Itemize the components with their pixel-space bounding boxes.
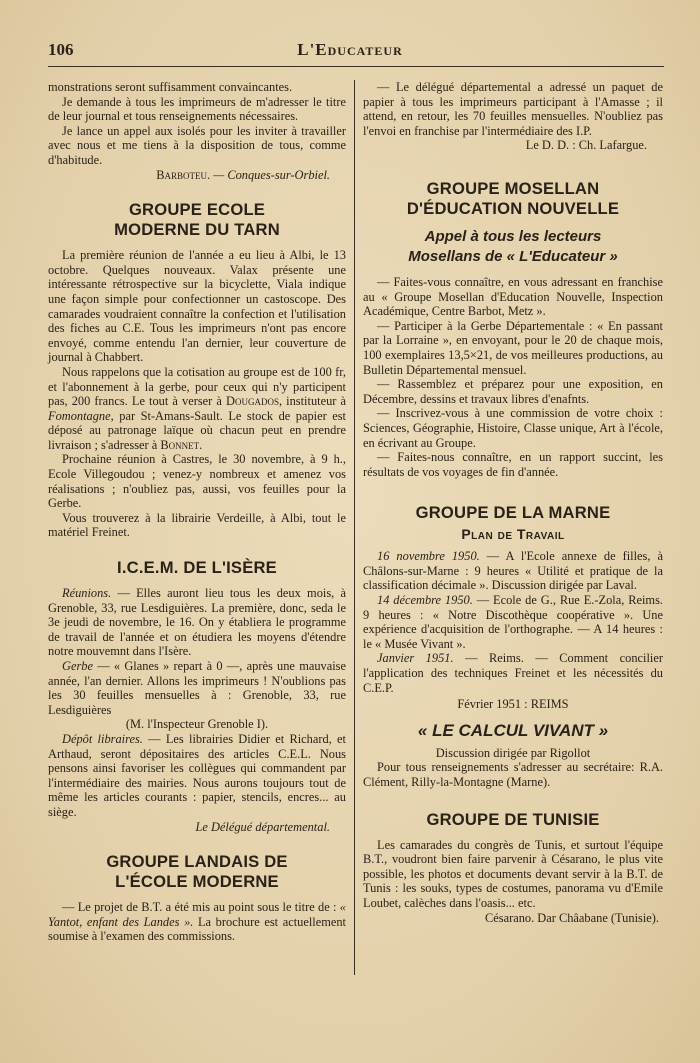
lafargue-signature: Le D. D. : Ch. Lafargue. (525, 138, 647, 153)
isere-label: Dépôt libraires. (62, 731, 143, 746)
section-heading-marne: GROUPE DE LA MARNE (415, 503, 611, 523)
isere-paragraph (48, 659, 346, 717)
marne-date: 16 novembre 1950. (377, 549, 480, 564)
marne-item (363, 593, 663, 651)
running-title: L'Educateur (297, 40, 403, 59)
marne-discussion: Discussion dirigée par Rigollot (435, 745, 591, 760)
tunisie-signature: Césarano. Dar Châabane (Tunisie). (485, 910, 659, 925)
tarn-paragraph: Vous trouverez à la librairie Verdeille, à Albi, tout le matériel Freinet. (48, 510, 346, 540)
marne-info: Pour tous renseignements s'adresser au secrétaire: R.A. Clément, Rilly-la-Montagne (Marne). (363, 760, 663, 789)
moselle-item: — Faites-vous connaître, en vous adressant en franchise au « Groupe Mosellan d'Education Nouvelle, Inspection Académique, Centre Barbot, Metz ». (363, 274, 663, 319)
isere-text: — Les librairies Didier et Richard, et Arthaud, seront dépositaires des articles C.E.L. Nous pensons ainsi favoriser les collègues qui commandent par l'intermédiaire des mairies. Nous aurons toujours tout de même les articles courants : papier, stencils, encres... au siège. (48, 731, 346, 819)
isere-paragraph (48, 586, 346, 659)
section-heading-moselle: GROUPE MOSELLAN D'ÉDUCATION NOUVELLE (406, 178, 620, 218)
tarn-name: Dougados (226, 394, 279, 409)
tunisie-paragraph: Les camarades du congrès de Tunis, et surtout l'équipe B.T., voudront bien faire parvenir à Césarano, le plus vite possible, les photos et documents devant servir à la B.T. de Tunis : les souks, types de costumes, panorama vu d'Emile Loubet, calèches dans l'oasis... etc. (363, 837, 663, 910)
left-column (48, 80, 346, 944)
tarn-name: Bonnet (160, 437, 200, 452)
header-rule (48, 66, 664, 67)
signature-place: — Conques-sur-Orbiel. (213, 167, 330, 182)
signature-name: Barboteu. (156, 167, 211, 182)
landes-paragraph (48, 900, 346, 944)
section-heading-tunisie: GROUPE DE TUNISIE (426, 809, 600, 829)
isere-address: (M. l'Inspecteur Grenoble I). (125, 717, 269, 732)
right-column (363, 80, 663, 925)
isere-text: — « Glanes » repart à 0 —, après une mauvaise année, l'an dernier. Allons les imprimeurs ! N'oublions pas les 30 feuilles mensuelles à : Grenoble, 33, rue Lesdiguières (48, 659, 346, 717)
section-heading-landes: GROUPE LANDAIS DE L'ÉCOLE MODERNE (106, 852, 288, 892)
marne-item (363, 549, 663, 593)
marne-text: — A l'Ecole annexe de filles, à Châlons-sur-Marne : 9 heures « Utilité et pratique de la classification décimale ». Discussion dirigée par Laval. (363, 549, 664, 593)
intro-paragraph: monstrations seront suffisamment convaincantes. (48, 80, 293, 94)
tarn-place: Fomontagne (48, 408, 111, 423)
marne-date: 14 décembre 1950. (377, 593, 473, 608)
tarn-text: Nous rappelons que la cotisation au groupe est de 100 fr, et l'abonnement à la gerbe, pour ceux qui n'y participent pas, 200 francs. Le tout à verser à (48, 364, 346, 409)
landes-text: La brochure est actuellement soumise à l'examen des commissions. (48, 914, 346, 944)
marne-text: — Reims. — Comment concilier l'application des techniques Freinet et les nécessités du C.E.P. (363, 651, 664, 695)
column-divider (354, 80, 355, 975)
isere-label: Réunions. (62, 586, 112, 601)
moselle-item: — Inscrivez-vous à une commission de votre choix : Sciences, Géographie, Histoire, Classe unique, Art à l'école, en écrivant au Groupe. (363, 406, 663, 450)
marne-date: Janvier 1951. (377, 651, 454, 666)
isere-signature-text: Le Délégué départemental. (195, 819, 330, 834)
intro-signature (48, 168, 330, 183)
marne-subtitle: Plan de Travail (461, 526, 565, 543)
moselle-item: — Rassemblez et préparez pour une exposition, en Décembre, dessins et travaux libres d'enafnts. (363, 377, 663, 406)
marne-item (363, 651, 663, 695)
moselle-item: — Faites-nous connaître, en un rapport succint, les résultats de vos voyages de fin d'année. (363, 450, 663, 479)
isere-label: Gerbe (62, 659, 93, 673)
marne-february: Février 1951 : REIMS (457, 697, 569, 712)
intro-paragraph: Je demande à tous les imprimeurs de m'adresser le titre de leur journal et tous renseignements nécessaires. (48, 94, 346, 124)
isere-text: — Elles auront lieu tous les deux mois, à Grenoble, 33, rue Lesdiguières. La première, donc, seda le 3e jeudi de novembre, le 16. On y établiera le programme de travail de l'année et on étudiera les moyens d'étendre notre mouvemnt dans l'Isère. (48, 586, 346, 659)
tarn-paragraph (48, 365, 346, 453)
moselle-subtitle: Appel à tous les lecteurs Mosellans de « L'Educateur » (408, 227, 618, 265)
landes-text: — Le projet de B.T. a été mis au point sous le titre de : (62, 900, 340, 915)
marne-calcul-vivant: « LE CALCUL VIVANT » (417, 720, 609, 740)
isere-paragraph (48, 732, 346, 820)
tarn-paragraph: Prochaine réunion à Castres, le 30 novembre, à 9 h., Ecole Villegoudou ; venez-y nombreux et amenez vos réalisations ; n'oubliez pas, aussi, vos feuilles pour la Gerbe. (48, 452, 346, 511)
section-heading-tarn: GROUPE ECOLE MODERNE DU TARN (114, 200, 280, 240)
section-heading-isere: I.C.E.M. DE L'ISÈRE (117, 558, 277, 578)
tarn-paragraph: La première réunion de l'année a eu lieu à Albi, le 13 octobre. Quelques nouveaux. Valax présente une intéressante rétrospective sur la bicyclette, Viala indique une façon simple pour confectionner un castoscope. Des camarades voudraient connaître la confection et l'utilisation des fiches au C.E. Tous les imprimeurs n'ont pas encore envoyé, comme entendu l'an dernier, leur couverture de journal à Chabbert. (48, 248, 346, 365)
tarn-text: . (199, 437, 203, 452)
marne-text: — Ecole de G., Rue E.-Zola, Reims. 9 heures : « Notre Discothèque coopérative ». Une expérience d'acquisition de l'orthographe. — A 14 heures : le « Musée Vivant ». (363, 593, 663, 651)
page-number: 106 (48, 40, 74, 59)
intro-paragraph: Je lance un appel aux isolés pour les inviter à travailler avec nous et me tiens à la disposition de tous, comme d'habitude. (48, 123, 346, 167)
tarn-text: , instituteur à (278, 394, 346, 409)
moselle-item: — Participer à la Gerbe Départementale : « En passant par la Lorraine », en envoyant, pour le 20 de chaque mois, 100 exemplaires 13,5×21, de vos meilleures productions, au Bulletin Départemental mensuel. (363, 318, 663, 377)
lafargue-paragraph: — Le délégué départemental a adressé un paquet de papier à tous les imprimeurs participant à l'Amasse ; il attend, en retour, les 70 feuilles mensuelles. N'oubliez pas l'envoi en franchise par l'intermédiaire des I.P. (363, 80, 663, 138)
tarn-text: , par St-Amans-Sault. Le stock de papier est déposé au patronage laïque où chacun peut en prendre livraison ; s'adresser à (48, 408, 346, 452)
landes-title-ref: « Yantot, enfant des Landes ». (48, 900, 346, 929)
isere-signature (48, 820, 330, 835)
